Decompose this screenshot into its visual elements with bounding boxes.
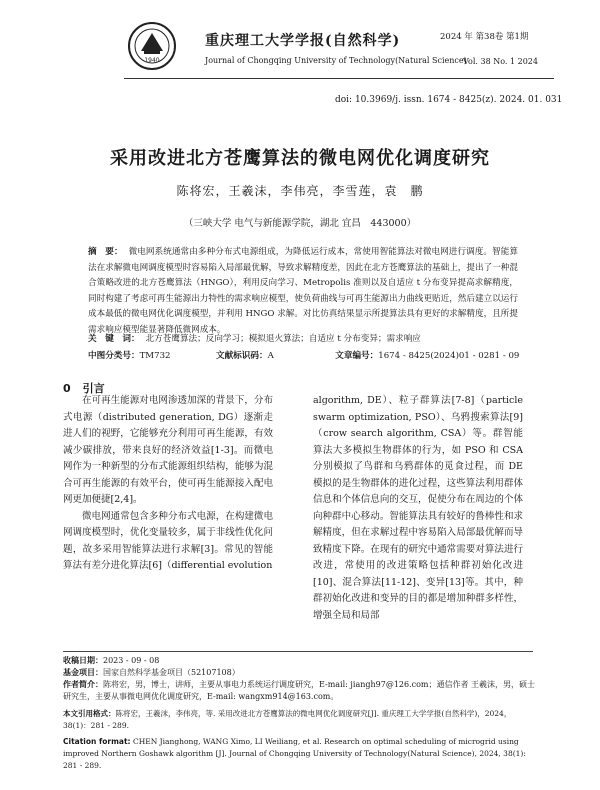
abstract-label: 摘 要：: [88, 247, 123, 257]
citation-en: [63, 736, 538, 772]
fund-label: 基金项目：: [63, 668, 103, 677]
section-number: 0: [63, 382, 71, 395]
author-bio-label: 作者简介：: [63, 680, 103, 689]
svg-text:1940: 1940: [144, 57, 160, 64]
paragraph: 微电网通常包含多种分布式电源，在构建微电网调度模型时，优化变量较多，属于非线性优化问题，故多采用智能算法进行求解[3]。常见的智能算法有差分进化算法[6]（differential evolution: [63, 510, 273, 571]
body-column-left: [63, 393, 273, 575]
keywords-text: 北方苍鹰算法；反向学习；模拟退火算法；自适应 t 分布变异；需求响应: [145, 334, 421, 344]
journal-seal-icon: [127, 21, 177, 71]
abstract-text: 微电网系统通常由多种分布式电源组成，为降低运行成本，常使用智能算法对微电网进行调度。智能算法在求解微电网调度模型时容易陷入局部最优解，导致求解精度差，因此在北方苍鹰算法的基础上，提出了一种混合策略改进的北方苍鹰算法（HNGO），利用反向学习、Metropolis 准则以及自适应 t 分布变异提高求解精度，同时构建了考虑可再生能源出力特性的需求响应模型，使负荷曲线与可再生能源出力曲线更贴近，然后建立以运行成本最低的微电网优化调度模型，并利用 HNGO 求解。对比仿真结果显示所提算法具有更好的求解精度，且所提需求响应模型能显著降低微网成本。: [88, 247, 518, 335]
body-column-right: [313, 393, 523, 624]
clc-value: TM732: [139, 351, 171, 361]
keywords-label: 关 键 词：: [88, 334, 140, 344]
citation-cn-label: 本文引用格式：: [63, 709, 116, 718]
footnote-rule: [63, 651, 533, 652]
authors: 陈将宏，王羲沫，李伟亮，李雪莲，袁 鹏: [176, 184, 424, 198]
citation-cn: [63, 708, 538, 732]
clc-label: 中图分类号：: [88, 351, 140, 361]
journal-title-en: Journal of Chongqing University of Technology(Natural Science): [205, 56, 467, 65]
fund-value: 国家自然科学基金项目（52107108）: [103, 668, 240, 677]
abstract: [88, 245, 518, 338]
paragraph: 在可再生能源对电网渗透加深的背景下，分布式电源（distributed generation, DG）逐渐走进人们的视野，它能够充分利用可再生能源，有效减少碳排放，带来良好的经济效益[1-3]。而微电网作为一种新型的分布式能源组织结构，能够为混合可再生能源的有效平台，使可再生能源接入配电网更加便捷[2,4]。: [63, 395, 273, 505]
citation-en-value: CHEN Jianghong, WANG Ximo, LI Weiliang, et al. Research on optimal scheduling of microgrid using improved Northern Goshawk algorithm [J]. Journal of Chongqing University of Technology(Natural Science), 2024, 38(1): 281 - 289.: [63, 737, 526, 770]
issue-info-cn: 2024 年 第38卷 第1期: [440, 32, 529, 42]
citation-cn-value: 陈将宏，王羲沫，李伟亮，等. 采用改进北方苍鹰算法的微电网优化调度研究[J]. 重庆理工大学学报(自然科学)，2024，38(1)：281 - 289.: [63, 709, 512, 730]
received-value: 2023 - 09 - 08: [103, 656, 160, 665]
issue-info-en: Vol. 38 No. 1 2024: [463, 57, 538, 66]
citation-en-label: Citation format:: [63, 737, 131, 746]
keywords: [88, 332, 518, 344]
classification-row: [88, 349, 528, 361]
header-rule: [124, 78, 554, 79]
article-number-label: 文章编号：: [335, 351, 379, 361]
doc-code-label: 文献标识码：: [215, 351, 268, 361]
section-title: 引言: [82, 382, 105, 395]
received-date: [63, 655, 538, 667]
paragraph: algorithm, DE）、粒子群算法[7-8]（particle swarm optimization, PSO）、乌鸦搜索算法[9]（crow search algorithm, CSA）等。群智能算法大多模拟生物群体的行为，如 PSO 和 CSA 分别模拟了鸟群和乌鸦群体的觅食过程，而 DE 模拟的是生物群体的进化过程，这些算法利用群体信息和个体信息向的交互，促使分布在周边的个体向种群中心移动。智能算法具有较好的鲁棒性和求解精度，但在求解过程中容易陷入局部最优解而导致精度下降。在现有的研究中通常需要对算法进行改进，常使用的改进策略包括种群初始化改进[10]、混合算法[11-12]、变异[13]等。其中，种群初始化改进和变异的目的都是增加种群多样性，增强全局和局部: [313, 395, 523, 621]
author-bio-value: 陈将宏，男，博士，讲师，主要从事电力系统运行调度研究，E-mail: jiangh97@126.com；通信作者 王羲沫，男，硕士研究生，主要从事微电网优化调度研究，E-mail: wangxm914@163.com。: [63, 680, 536, 701]
received-label: 收稿日期：: [63, 656, 103, 665]
article-number-value: 1674 - 8425(2024)01 - 0281 - 09: [378, 351, 520, 361]
fund-info: [63, 667, 538, 679]
doc-code-value: A: [267, 351, 274, 361]
journal-logo: [127, 21, 177, 71]
doi: doi: 10.3969/j. issn. 1674 - 8425(z). 2024. 01. 031: [335, 95, 563, 105]
journal-title-cn: 重庆理工大学学报(自然科学): [205, 33, 401, 49]
affiliation: （三峡大学 电气与新能源学院，湖北 宜昌 443000）: [183, 218, 417, 229]
paper-title: 采用改进北方苍鹰算法的微电网优化调度研究: [110, 148, 490, 169]
author-bio: [63, 679, 538, 703]
